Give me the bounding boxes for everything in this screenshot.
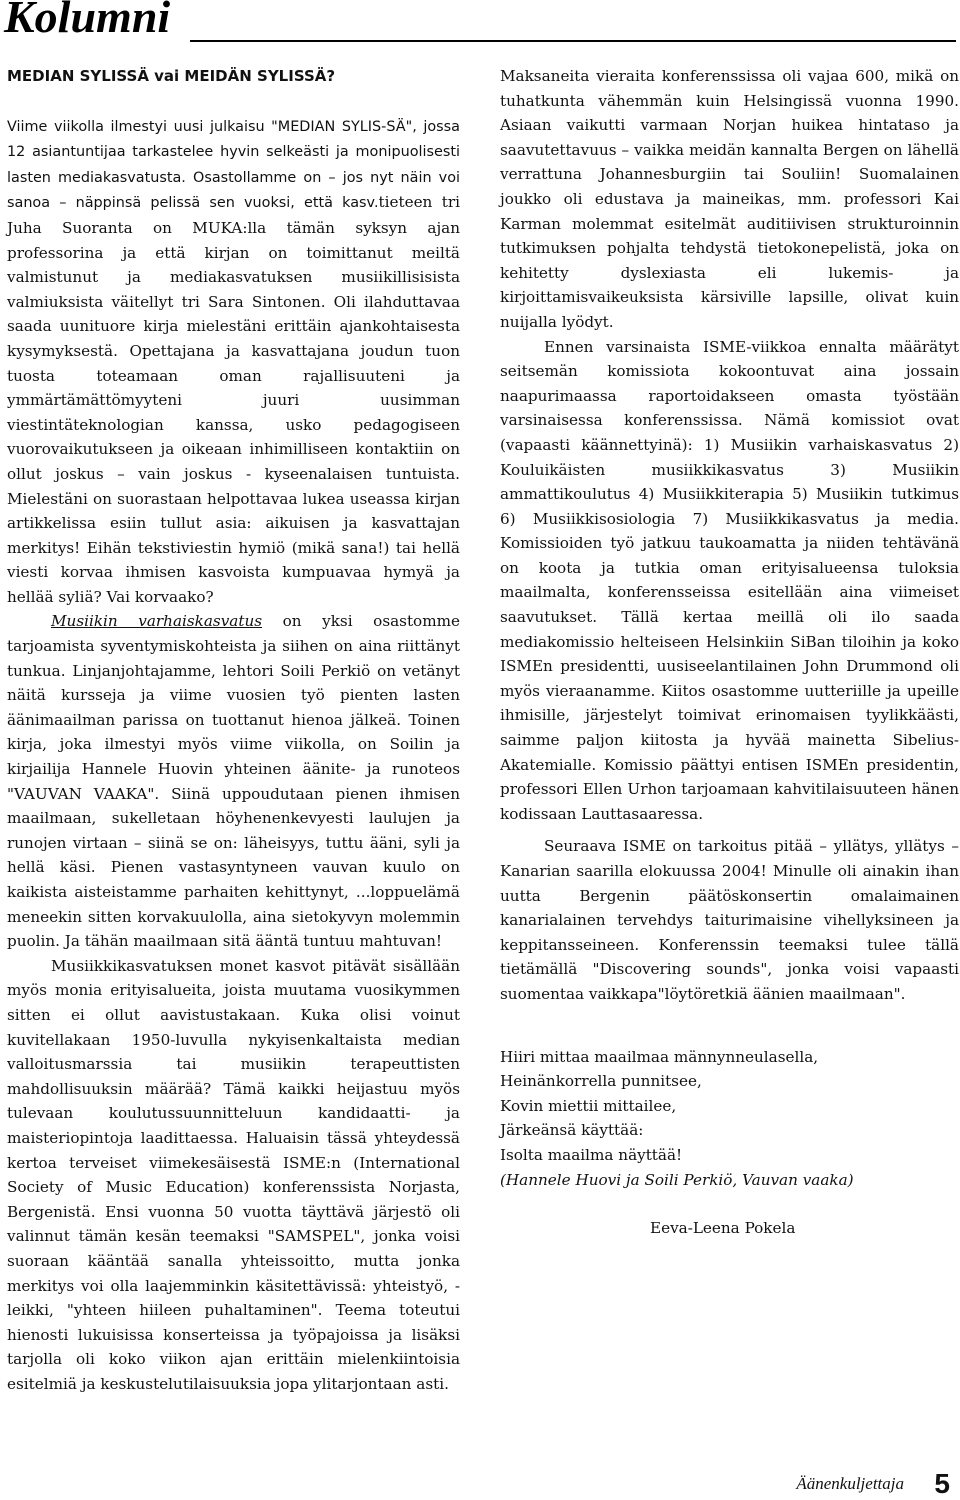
poem-line: Järkeänsä käyttää:: [500, 1121, 644, 1140]
article-headline: MEDIAN SYLISSÄ vai MEIDÄN SYLISSÄ?: [7, 67, 336, 85]
poem-line: Heinänkorrella punnitsee,: [500, 1072, 702, 1091]
page-number: 5: [934, 1468, 950, 1499]
poem-line: Hiiri mittaa maailmaa männynneulasella,: [500, 1047, 819, 1066]
poem-line: Kovin miettii mittailee,: [500, 1096, 677, 1115]
page-footer: [652, 1470, 952, 1498]
poem: [500, 1045, 959, 1193]
paragraph-1-serif: tieteen tri Juha Suoranta on MUKA:lla tämän syksyn ajan professorina ja että kirjan on toimittanut meiltä valmistunut ja mediakasvatuksen musiikillisisista valmiuksista väitellyt tri Sara Sintonen. Oli ilahduttavaa saada uunituore kirja mielestäni erittäin ajankohtaisesta kysymyksestä. Opettajana ja kasvattajana joudun tuon tuosta toteamaan oman rajallisuuteni ja ymmärtämättömyyteni juuri uusimman viestintäteknologian kanssa, usko pedagogiseen vuorovaikutukseen ja oikeaan inhimilliseen kontaktiin on ollut joskus – vain joskus - kyseenalaisen tuntuista. Mielestäni on suorastaan helpottavaa lukea useassa kirjan artikkelissa esiin tullut asia: aikuisen ja kasvattajan merkitys! Eihän tekstiviestin hymiö (mikä sana!) tai hellä viesti korvaa ihmisen kasvoista kumpuavaa hymyä ja hellää syliä? Vai korvaako?: [7, 193, 460, 606]
paragraph-3-continued: Maksaneita vieraita konferenssissa oli vajaa 600, mikä on tuhatkunta vähemmän kuin Helsingissä vuonna 1990. Asiaan vaikutti varmaan Norjan huikea hintataso ja saavutettavuus – vaikka meidän kannalta Bergen on lähellä verrattuna Johannesburgiin tai Souliin! Suomalainen joukko oli edustava ja maineikas, mm. professori Kai Karman molemmat esitelmät auditiivisen strukturoinnin tutkimuksen pohjalta tehdystä tietokonepelistä, joka on kehitetty dyslexiasta eli lukemis- ja kirjoittamisvaikeuksista kärsiville lapsille, olivat kuin nuijalla lyödyt.: [500, 67, 959, 331]
author-name: Eeva-Leena Pokela: [650, 1219, 796, 1238]
column-left: [7, 64, 460, 1396]
poem-credit: (Hannele Huovi ja Soili Perkiö, Vauvan vaaka): [500, 1170, 854, 1189]
masthead-rule: [190, 40, 956, 42]
paragraph-4: Ennen varsinaista ISME-viikkoa ennalta määrätyt seitsemän komissiota kokoontuvat aina jossain naapurimaassa raportoidakseen omasta työstään varsinaisessa konferenssissa. Nämä komissiot ovat (vapaasti käännettyinä): 1) Musiikin varhaiskasvatus 2) Kouluikäisten musiikkikasvatus 3) Musiikin ammattikoulutus 4) Musiikkiterapia 5) Musiikin tutkimus 6) Musiikkisosiologia 7) Musiikkikasvatus ja media. Komissioiden työ jatkuu taukoamatta ja niiden tehtävänä on koota ja tutkia oman erityisalueensa tuloksia maailmalta, konferensseissa esitellään aina viimeiset saavutukset. Tällä kertaa meillä oli ilo saada mediakomissio helteiseen Helsinkiin SiBan tiloihin ja koko ISMEn presidentti, uusiseelantilainen John Drummond oli myös vieraanamme. Kiitos osastomme uutteriille ja upeille ihmisille, järjestelyt toimivat erinomaisen tyylikkäästi, saimme paljon kiitosta ja hyvää mainetta Sibelius-Akatemialle. Komissio päättyi entisen ISMEn presidentin, professori Ellen Urhon tarjoamaan kahvitilaisuuteen hänen kodissaan Lauttasaaressa.: [500, 337, 959, 823]
column-right: [500, 64, 959, 1241]
poem-line: Isolta maailma näyttää!: [500, 1145, 683, 1164]
paragraph-3: Musiikkikasvatuksen monet kasvot pitävät sisällään myös monia erityisalueita, joista muutama vuosikymmen sitten ei ollut aavistustakaan. Kuka olisi voinut kuvitellakaan 1950-luvulla nykyisenkaltaista median valloitusmarssia tai musiikin terapeuttisten mahdollisuuksin määrää? Tämä kaikki heijastuu myös tulevaan koulutussuunnitteluun kandidaatti- ja maisteriopintoja laadittaessa. Haluaisin tässä yhteydessä kertoa terveiset viimekesäisestä ISME:n (International Society of Music Education) konferenssista Norjasta, Bergenistä. Ensi vuonna 50 vuotta täyttävä järjestö oli valinnut tämän kesän teemaksi "SAMSPEL", jonka voisi suoraan kääntää sanalla yhteissoitto, mutta jonka merkitys voi olla laajemminkin käsitettävissä: yhteistyö, -leikki, "yhteen hiileen puhaltaminen". Teema toteutui hienosti lukuisissa konserteissa ja työpajoissa ja lisäksi tarjolla oli koko viikon ajan erittäin mielenkiintoisia esitelmiä ja keskustelutilaisuuksia jopa ylitarjontaan asti.: [7, 956, 460, 1393]
paragraph-2-text: on yksi osastomme tarjoamista syventymiskohteista ja siihen on aina riittänyt tunkua. Linjanjohtajamme, lehtori Soili Perkiö on vetänyt näitä kursseja ja viime vuosien työ pienten lasten äänimaailman parissa on tuottanut hienoa jälkeä. Toinen kirja, joka ilmestyi myös viime viikolla, on Soilin ja kirjailija Hannele Huovin yhteinen äänite- ja runoteos "VAUVAN VAAKA". Siinä uppoudutaan pienen ihmisen maailmaan, sukelletaan höyhenenkevyesti laulujen ja runojen virtaan – siinä se on: läheisyys, tuttu ääni, syli ja hellä käsi. Pienen vastasyntyneen vauvan kuulo on kaikista aisteistamme parhaiten kehittynyt, ...loppuelämä meneekin sitten korvakuulolla, aina sietokyvyn molemmin puolin. Ja tähän maailmaan sitä ääntä tuntuu mahtuvan!: [7, 612, 460, 951]
publication-name: Äänenkuljettaja: [796, 1474, 904, 1493]
paragraph-2-emphasis: Musiikin varhaiskasvatus: [51, 612, 263, 631]
masthead: [0, 0, 960, 44]
paragraph-1-sans: Viime viikolla ilmestyi uusi julkaisu "MEDIAN SYLIS-SÄ", jossa 12 asiantuntijaa tarkastelee hyvin selkeästi ja monipuolisesti lasten mediakasvatusta. Osastollamme on – jos nyt näin voi sanoa – näppinsä pelissä sen vuoksi, että kasv.: [7, 118, 460, 212]
paragraph-2: [7, 609, 460, 953]
paragraph-5: Seuraava ISME on tarkoitus pitää – yllätys, yllätys – Kanarian saarilla elokuussa 2004! Minulle oli ainakin ihan uutta Bergenin päätöskonsertin omalaimainen kanarialainen tervehdys taiturimaisine vihellyksineen ja keppitansseineen. Konferenssin teemaksi tulee tällä tietämällä "Discovering sounds", jonka voisi vapaasti suomentaa vaikkapa"löytöretkiä äänien maailmaan".: [500, 837, 959, 1003]
masthead-title: Kolumni: [4, 0, 171, 42]
paragraph-1: [7, 114, 460, 610]
